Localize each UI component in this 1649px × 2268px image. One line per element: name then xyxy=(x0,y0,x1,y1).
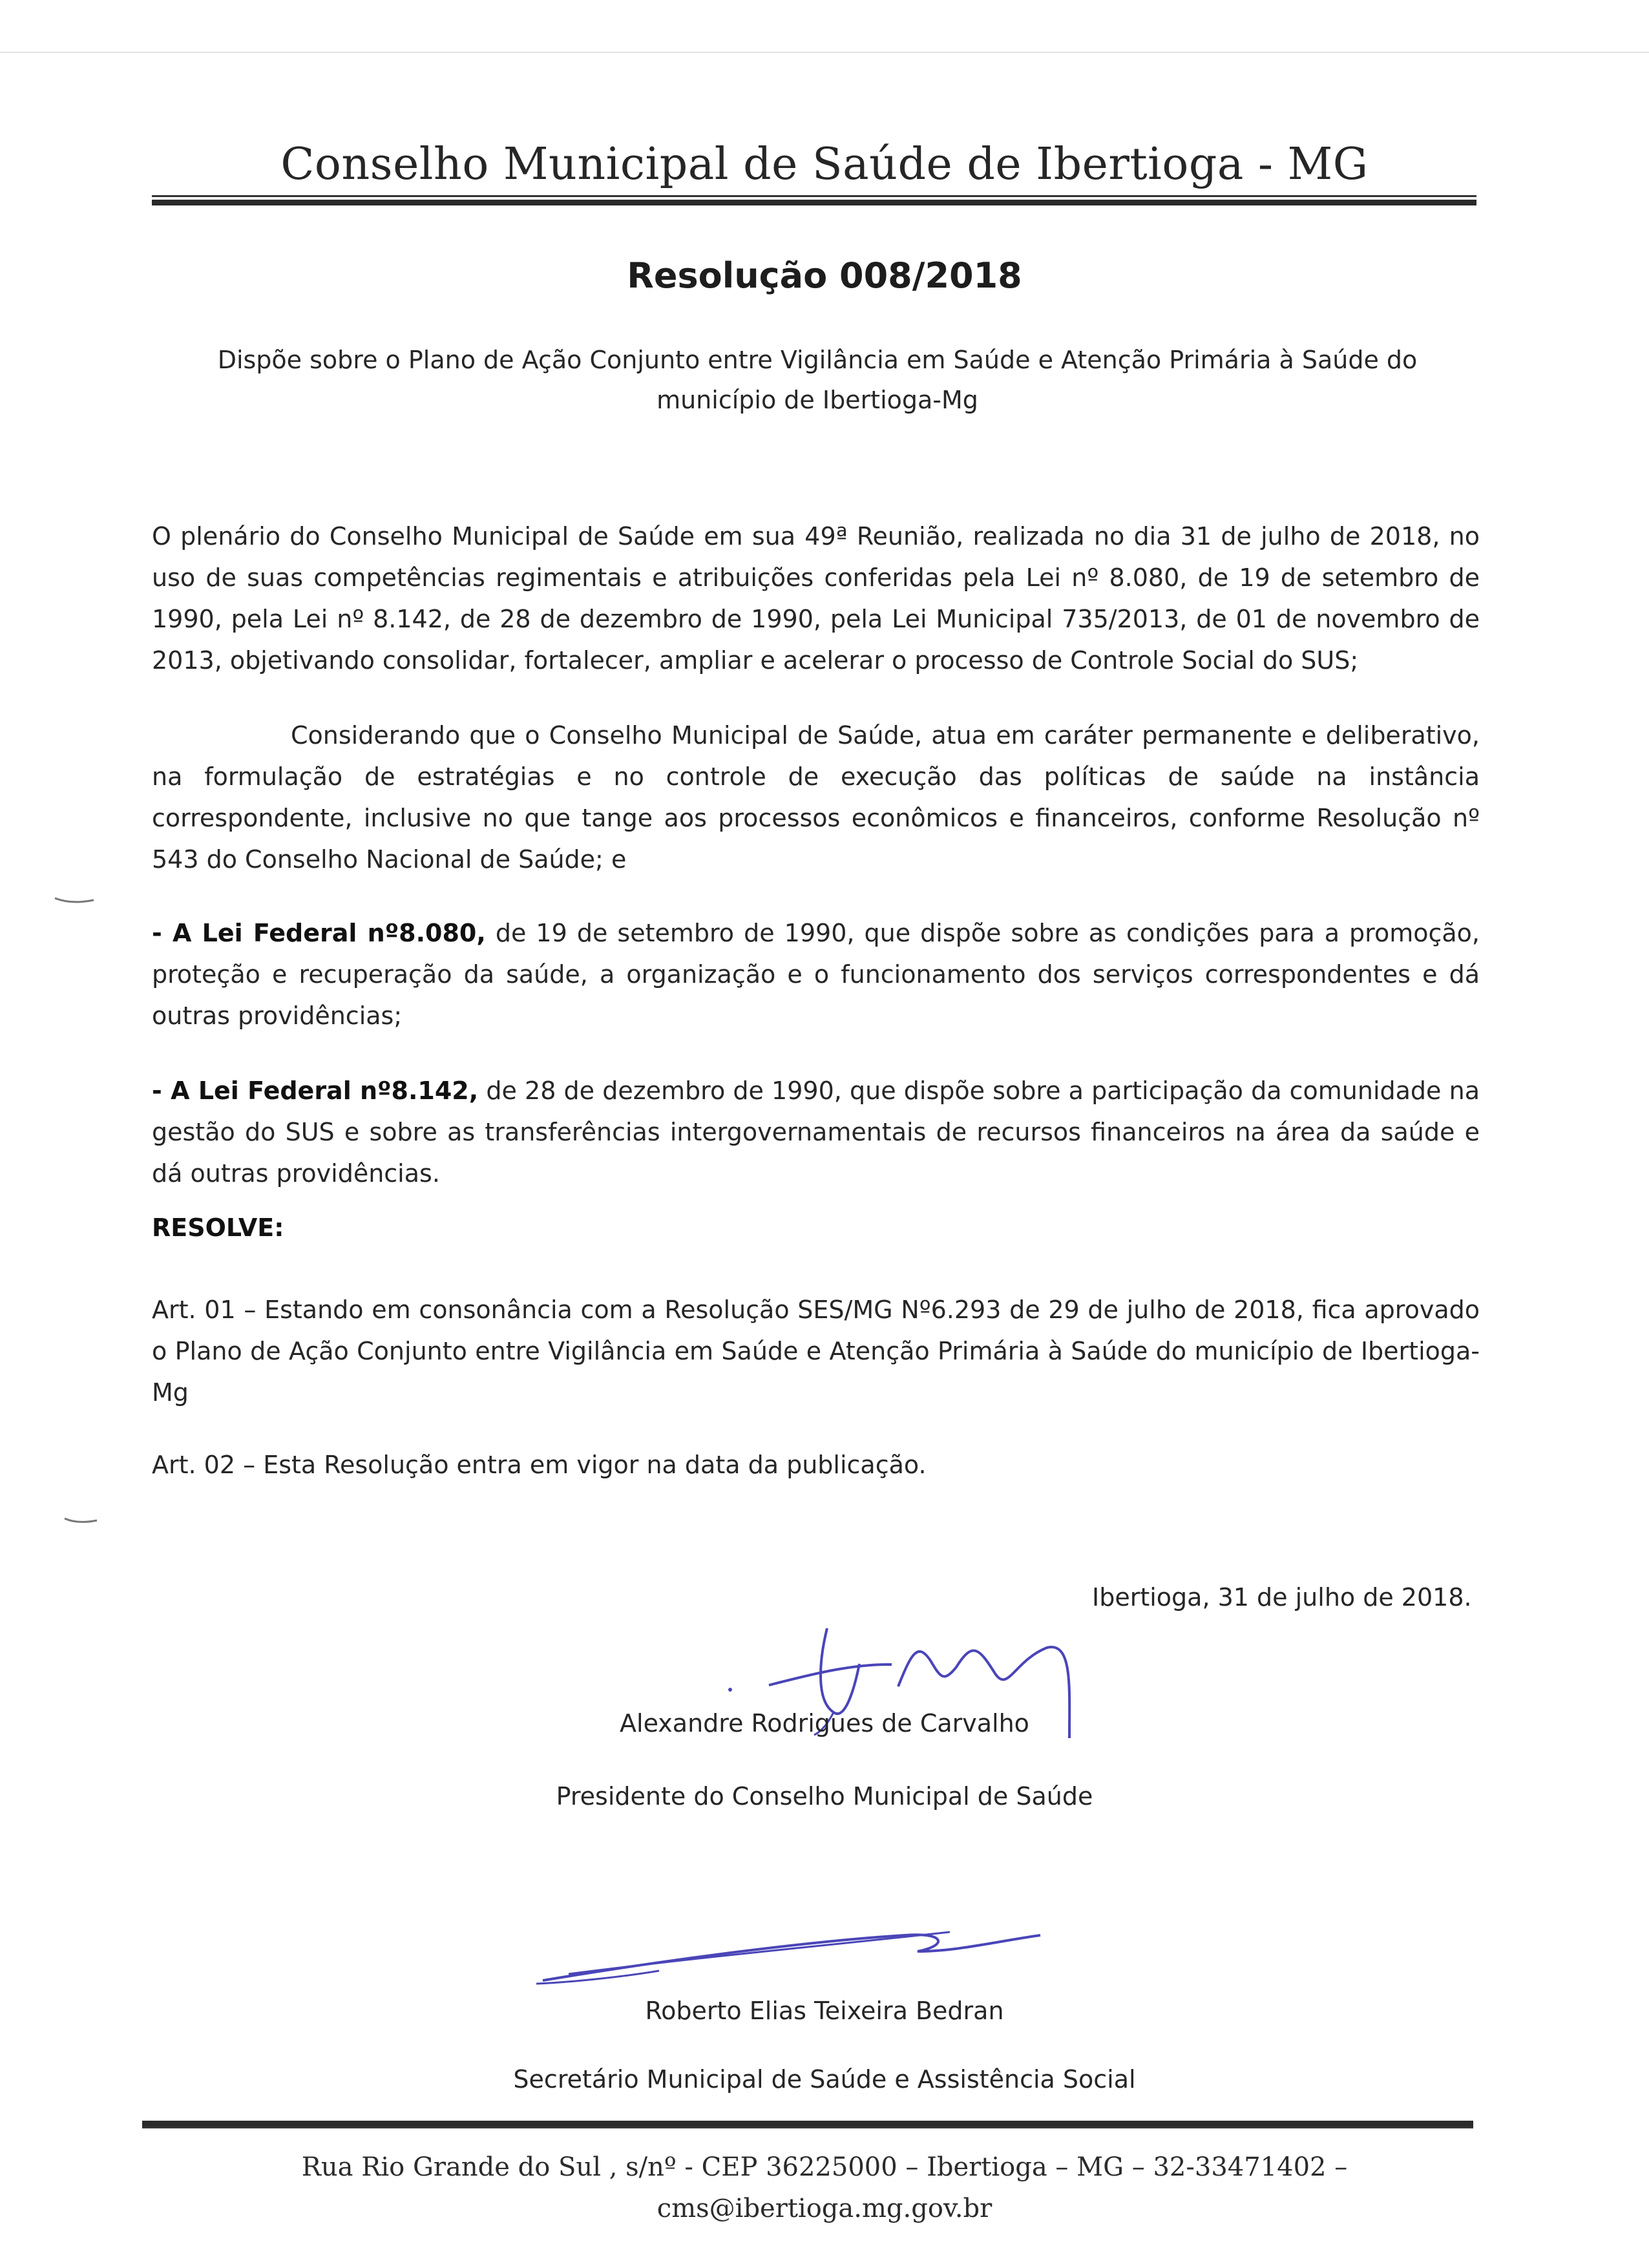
signatory-2-role: Secretário Municipal de Saúde e Assistência Social xyxy=(513,2065,1136,2094)
scan-edge-line xyxy=(0,52,1649,53)
footer-address: Rua Rio Grande do Sul , s/nº - CEP 36225000 – Ibertioga – MG – 32-33471402 – xyxy=(301,2152,1348,2182)
resolve-heading: RESOLVE: xyxy=(152,1213,284,1242)
resolution-subtitle: Dispõe sobre o Plano de Ação Conjunto entre Vigilância em Saúde e Atenção Primária à Saúde do município de Ibertioga-Mg xyxy=(217,346,1418,414)
place-and-date: Ibertioga, 31 de julho de 2018. xyxy=(1092,1583,1472,1612)
law-8142-label: - A Lei Federal nº8.142, xyxy=(152,1076,479,1105)
law-8080-label: - A Lei Federal nº8.080, xyxy=(152,919,486,947)
footer-divider xyxy=(142,2118,1473,2128)
law-8080-paragraph xyxy=(152,912,1480,1036)
article-02: Art. 02 – Esta Resolução entra em vigor na data da publicação. xyxy=(152,1451,927,1479)
resolution-title: Resolução 008/2018 xyxy=(627,255,1022,296)
law-8142-paragraph xyxy=(152,1070,1480,1194)
law-8080-text: de 19 de setembro de 1990, que dispõe sobre as condições para a promoção, proteção e recuperação da saúde, a organização e o funcionamento dos serviços correspondentes e dá outras providências; xyxy=(152,919,1480,1030)
article-01: Art. 01 – Estando em consonância com a Resolução SES/MG Nº6.293 de 29 de julho de 2018, fica aprovado o Plano de Ação Conjunto entre Vigilância em Saúde e Atenção Primária à Saúde do município de Ibertioga-Mg xyxy=(152,1296,1480,1407)
margin-scan-mark xyxy=(52,895,97,908)
handwritten-signature-roberto xyxy=(530,1906,1060,1997)
considering-paragraph: Considerando que o Conselho Municipal de Saúde, atua em caráter permanente e deliberativo, na formulação de estratégias e no controle de execução das políticas de saúde na instância correspondente, inclusive no que tange aos processos econômicos e financeiros, conforme Resolução nº 543 do Conselho Nacional de Saúde; e xyxy=(152,721,1480,874)
council-header-title: Conselho Municipal de Saúde de Ibertioga - MG xyxy=(280,139,1369,190)
footer-contact xyxy=(0,2147,1649,2229)
margin-scan-mark xyxy=(61,1515,100,1528)
signatory-2-name: Roberto Elias Teixeira Bedran xyxy=(645,1997,1004,2025)
footer-email: cms@ibertioga.mg.gov.br xyxy=(656,2194,993,2223)
signatory-1-name: Alexandre Rodrigues de Carvalho xyxy=(620,1709,1029,1738)
header-divider xyxy=(152,195,1476,205)
signatory-1-role: Presidente do Conselho Municipal de Saúde xyxy=(556,1782,1093,1811)
law-8142-text: de 28 de dezembro de 1990, que dispõe sobre a participação da comunidade na gestão do SUS e sobre as transferências intergovernamentais de recursos financeiros na área da saúde e dá outras providências. xyxy=(152,1076,1480,1188)
preamble-paragraph: O plenário do Conselho Municipal de Saúde em sua 49ª Reunião, realizada no dia 31 de julho de 2018, no uso de suas competências regimentais e atribuições conferidas pela Lei nº 8.080, de 19 de setembro de 1990, pela Lei nº 8.142, de 28 de dezembro de 1990, pela Lei Municipal 735/2013, de 01 de novembro de 2013, objetivando consolidar, fortalecer, ampliar e acelerar o processo de Controle Social do SUS; xyxy=(152,522,1480,675)
